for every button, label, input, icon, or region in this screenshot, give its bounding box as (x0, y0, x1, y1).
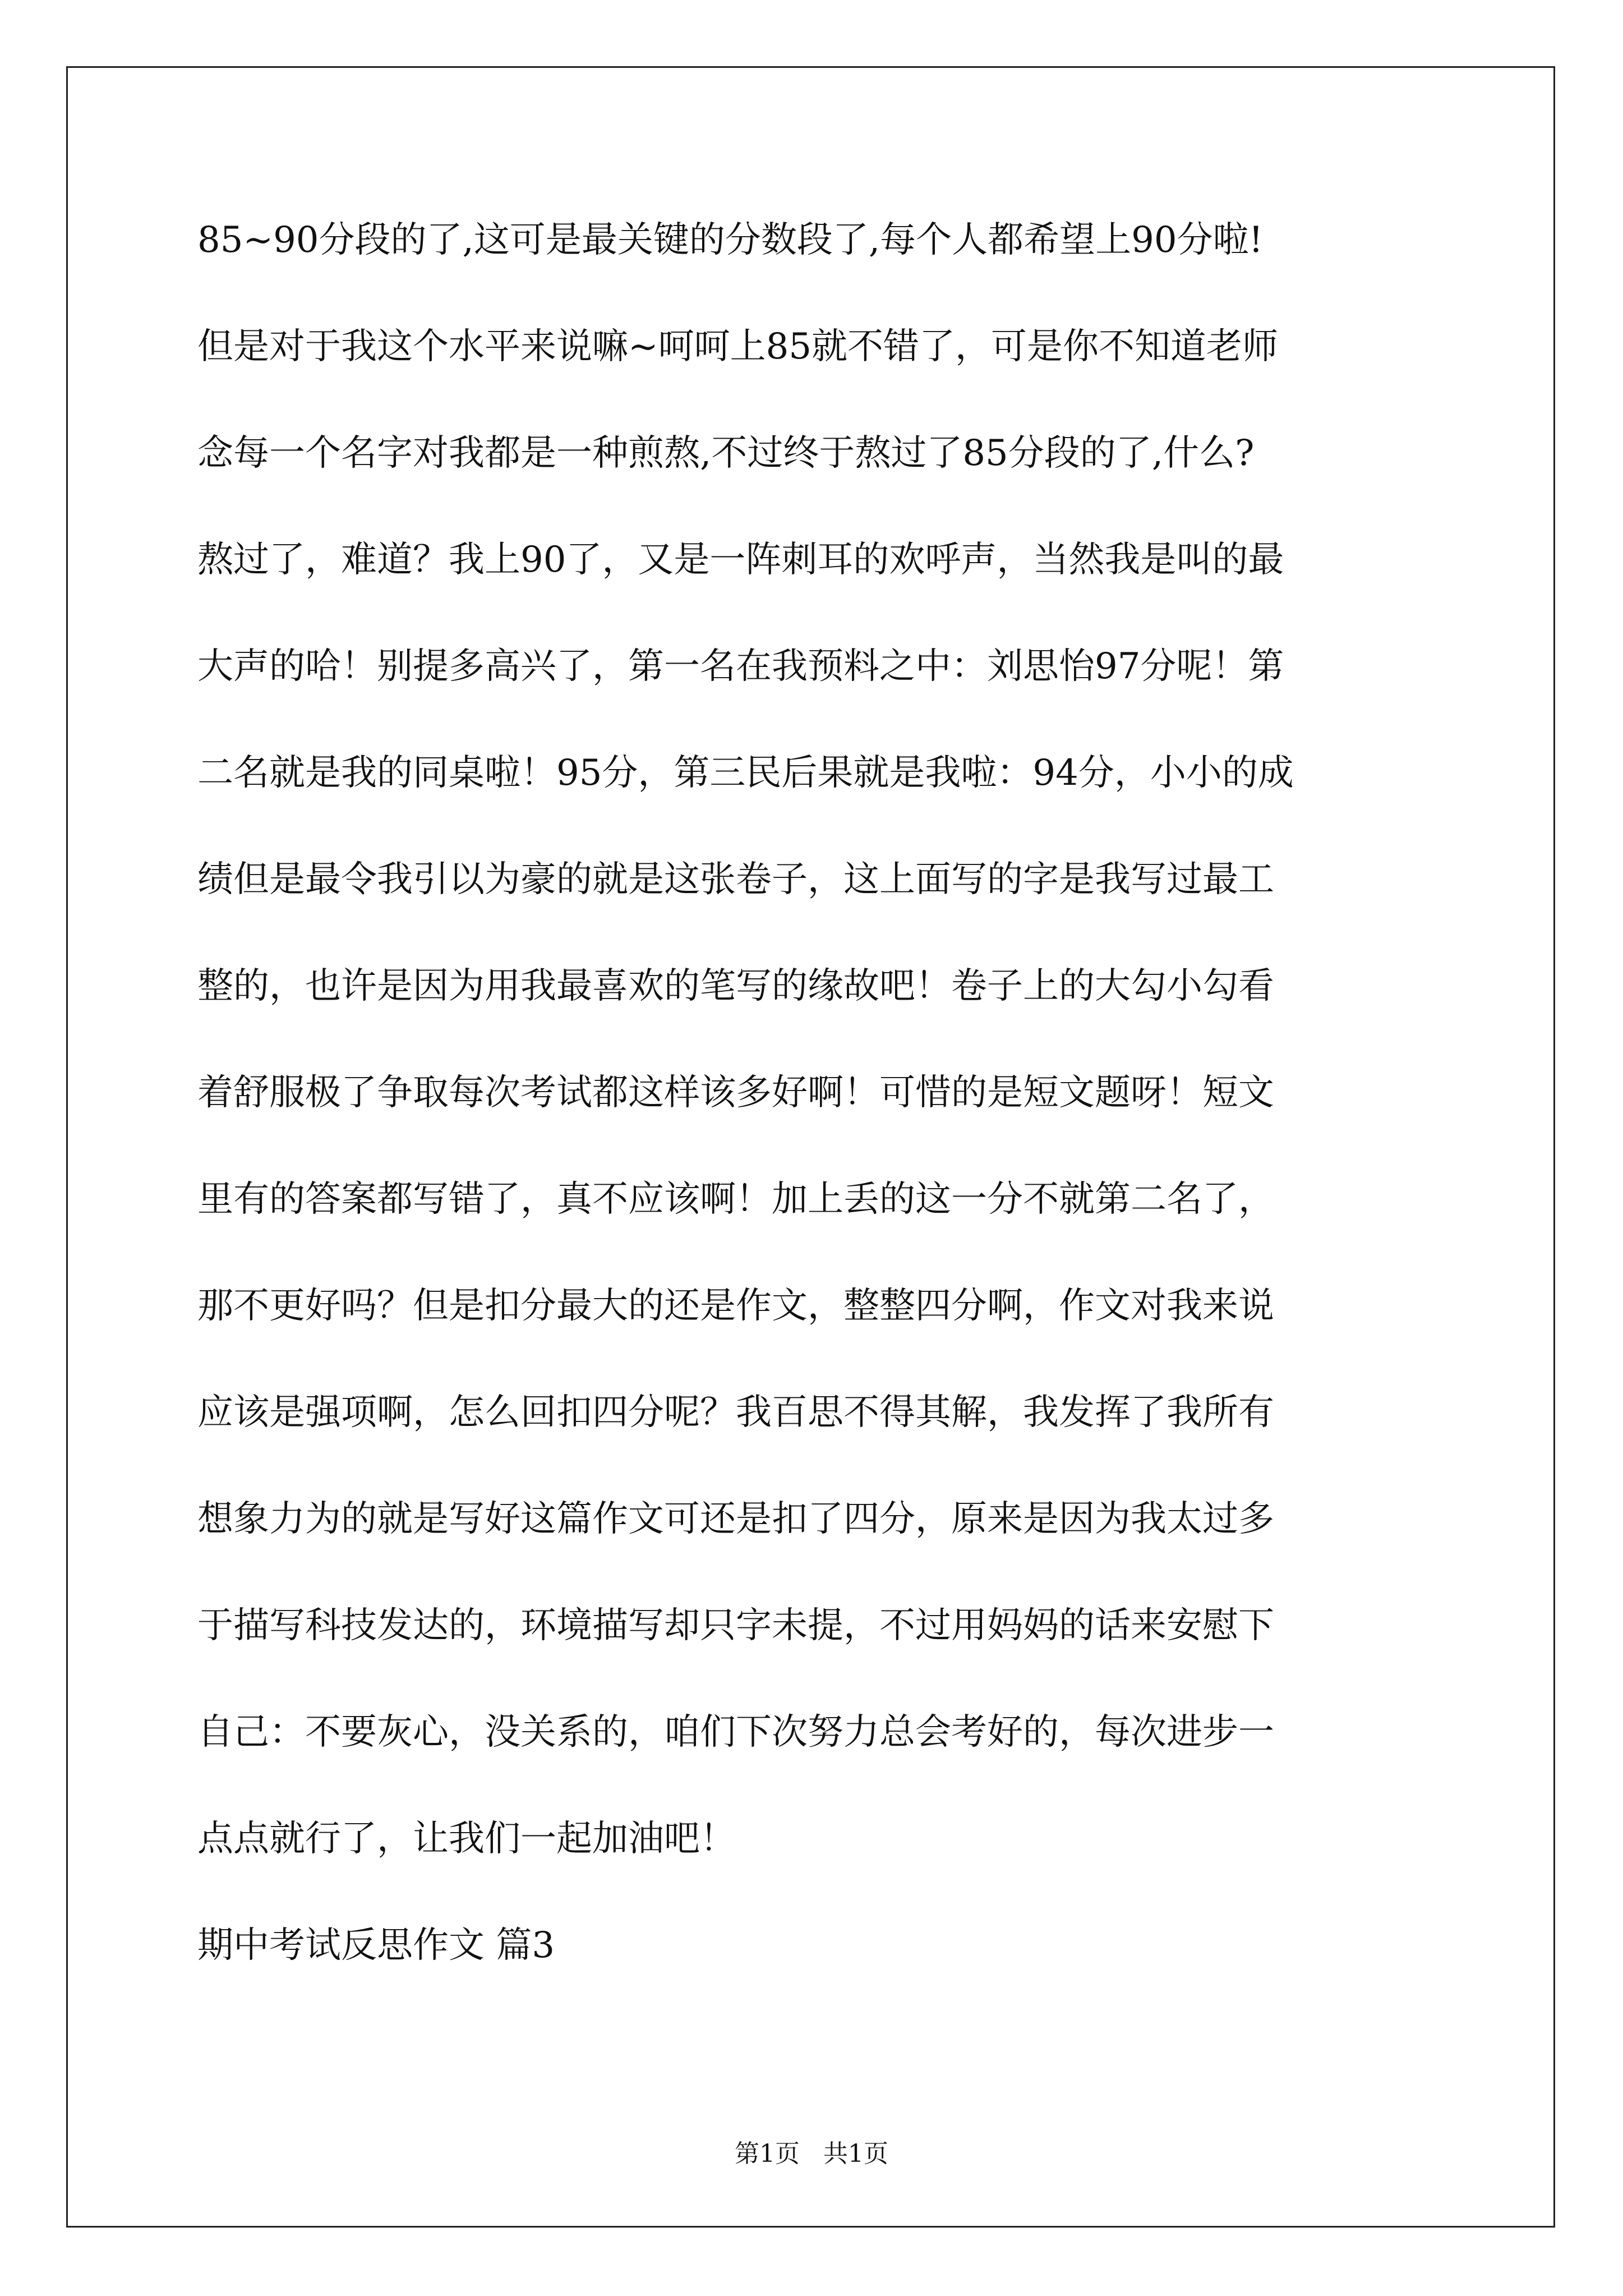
paragraph-line: 里有的答案都写错了，真不应该啊！加上丢的这一分不就第二名了， (197, 1179, 1274, 1220)
paragraph-line: 二名就是我的同桌啦！95分，第三民后果就是我啦：94分，小小的成 (197, 752, 1294, 794)
paragraph-line: 但是对于我这个水平来说嘛~呵呵上85就不错了，可是你不知道老师 (197, 326, 1279, 367)
paragraph-line: 那不更好吗？但是扣分最大的还是作文，整整四分啊，作文对我来说 (197, 1285, 1274, 1327)
paragraph-line: 熬过了，难道？我上90了，又是一阵刺耳的欢呼声，当然我是叫的最 (197, 539, 1284, 581)
paragraph-line: 念每一个名字对我都是一种煎熬,不过终于熬过了85分段的了,什么? (197, 432, 1255, 474)
paragraph-line: 应该是强项啊，怎么回扣四分呢？我百思不得其解，我发挥了我所有 (197, 1392, 1274, 1433)
paragraph-line: 点点就行了，让我们一起加油吧！ (197, 1818, 736, 1860)
paragraph-line: 于描写科技发达的，环境描写却只字未提，不过用妈妈的话来安慰下 (197, 1605, 1274, 1646)
paragraph-line: 绩但是最令我引以为豪的就是这张卷子，这上面写的字是我写过最工 (197, 859, 1274, 900)
paragraph-line: 整的，也许是因为用我最喜欢的笔写的缘故吧！卷子上的大勾小勾看 (197, 965, 1274, 1007)
paragraph-line: 大声的哈！别提多高兴了，第一名在我预料之中：刘思怡97分呢！第 (197, 646, 1284, 687)
page-border (66, 66, 1555, 2228)
page-footer: 第1页 共1页 (735, 2139, 888, 2168)
paragraph-line: 85~90分段的了,这可是最关键的分数段了,每个人都希望上90分啦! (197, 219, 1264, 261)
section-heading: 期中考试反思作文 篇3 (197, 1925, 555, 1966)
paragraph-line: 想象力为的就是写好这篇作文可还是扣了四分，原来是因为我太过多 (197, 1498, 1274, 1540)
paragraph-line: 着舒服极了争取每次考试都这样该多好啊！可惜的是短文题呀！短文 (197, 1072, 1274, 1114)
paragraph-line: 自己：不要灰心，没关系的，咱们下次努力总会考好的，每次进步一 (197, 1711, 1274, 1753)
